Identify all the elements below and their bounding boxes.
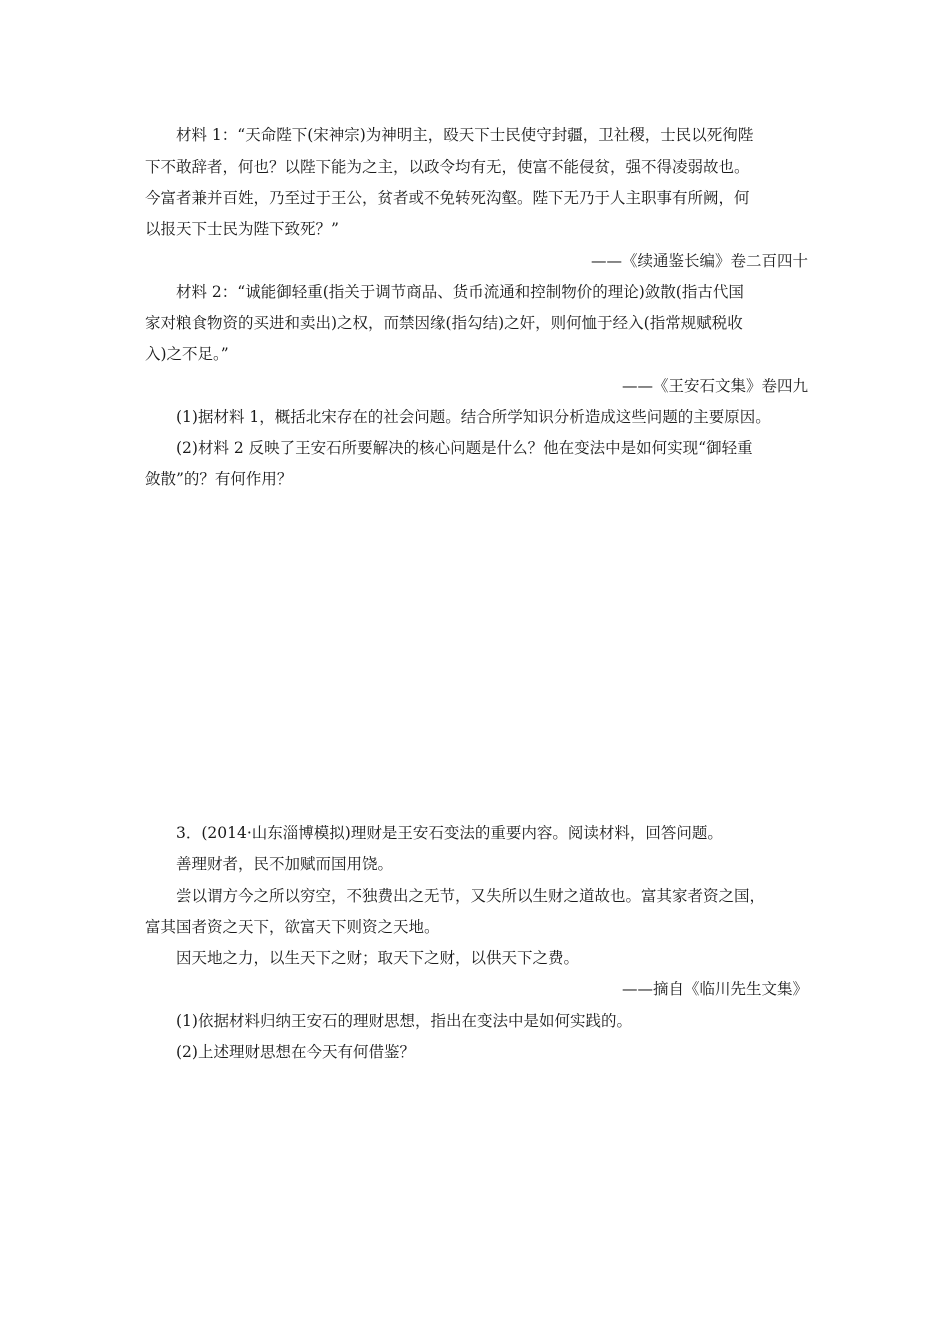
question-2-part-1: (1)据材料 1，概括北宋存在的社会问题。结合所学知识分析造成这些问题的主要原因。 bbox=[176, 408, 771, 426]
question-3-part-1: (1)依据材料归纳王安石的理财思想，指出在变法中是如何实践的。 bbox=[176, 1012, 632, 1030]
material-2-source: ——《王安石文集》卷四九 bbox=[621, 377, 808, 395]
question-3-material-line-2: 尝以谓方今之所以穷空，不独费出之无节，又失所以生财之道故也。富其家者资之国， bbox=[176, 887, 766, 905]
question-3-material-line-4: 因天地之力，以生天下之财；取天下之财，以供天下之费。 bbox=[176, 949, 580, 967]
material-2-line-3: 入)之不足。” bbox=[145, 345, 229, 363]
material-1-source: ——《续通鉴长编》卷二百四十 bbox=[590, 252, 808, 270]
question-3-material-line-1: 善理财者，民不加赋而国用饶。 bbox=[176, 855, 394, 873]
material-1-line-4: 以报天下士民为陛下致死？” bbox=[145, 220, 339, 238]
material-1-line-1: 材料 1：“天命陛下(宋神宗)为神明主，殴天下士民使守封疆，卫社稷，士民以死徇陛 bbox=[176, 126, 754, 144]
question-2-part-2-line-1: (2)材料 2 反映了王安石所要解决的核心问题是什么？他在变法中是如何实现“御轻重 bbox=[176, 439, 753, 457]
material-2-line-1: 材料 2：“诚能御轻重(指关于调节商品、货币流通和控制物价的理论)敛散(指古代国 bbox=[176, 283, 744, 301]
question-3-part-2: (2)上述理财思想在今天有何借鉴？ bbox=[176, 1043, 415, 1061]
material-1-line-3: 今富者兼并百姓，乃至过于王公，贫者或不免转死沟壑。陛下无乃于人主职事有所阙，何 bbox=[145, 189, 750, 207]
material-2-line-2: 家对粮食物资的买进和卖出)之权，而禁因缘(指勾结)之奸，则何恤于经入(指常规赋税收 bbox=[145, 314, 743, 332]
material-1-line-2: 下不敢辞者，何也？以陛下能为之主，以政令均有无，使富不能侵贫，强不得凌弱故也。 bbox=[145, 158, 750, 176]
question-2-part-2-line-2: 敛散”的？有何作用？ bbox=[145, 470, 293, 488]
question-3-material-line-3: 富其国者资之天下，欲富天下则资之天地。 bbox=[145, 918, 440, 936]
question-3-source: ——摘自《临川先生文集》 bbox=[621, 980, 808, 998]
question-3-title: 3．(2014·山东淄博模拟)理财是王安石变法的重要内容。阅读材料，回答问题。 bbox=[176, 824, 723, 842]
